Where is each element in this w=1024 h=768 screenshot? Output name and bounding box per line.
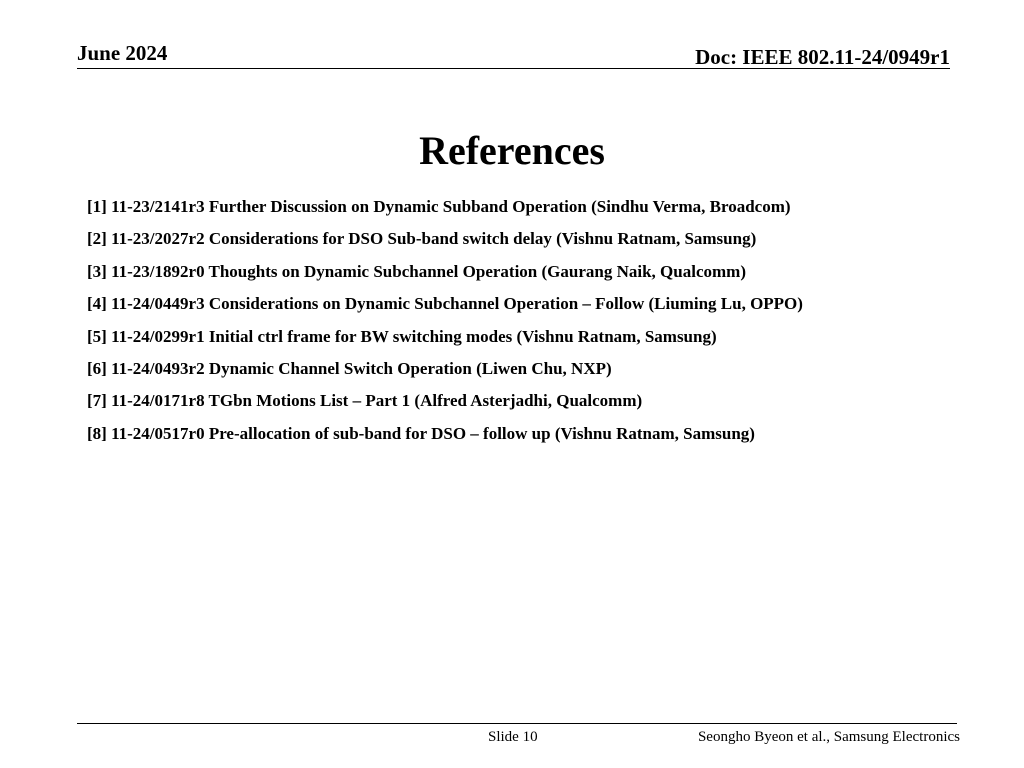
reference-item-6: [6] 11-24/0493r2 Dynamic Channel Switch Operation (Liwen Chu, NXP) — [87, 358, 612, 378]
header-doc-id: Doc: IEEE 802.11-24/0949r1 — [695, 45, 950, 69]
slide-title: References — [419, 127, 605, 173]
slide-number: Slide 10 — [488, 729, 538, 745]
footer-author: Seongho Byeon et al., Samsung Electronics — [697, 729, 960, 745]
reference-item-8: [8] 11-24/0517r0 Pre-allocation of sub-band for DSO – follow up (Vishnu Ratnam, Samsung) — [87, 423, 755, 443]
header-date: June 2024 — [77, 41, 168, 65]
reference-item-7: [7] 11-24/0171r8 TGbn Motions List – Part 1 (Alfred Asterjadhi, Qualcomm) — [87, 391, 643, 411]
reference-item-2: [2] 11-23/2027r2 Considerations for DSO Sub-band switch delay (Vishnu Ratnam, Samsung) — [87, 229, 757, 249]
footer-divider — [77, 723, 957, 724]
reference-item-5: [5] 11-24/0299r1 Initial ctrl frame for BW switching modes (Vishnu Ratnam, Samsung) — [87, 326, 717, 346]
reference-item-3: [3] 11-23/1892r0 Thoughts on Dynamic Subchannel Operation (Gaurang Naik, Qualcomm) — [87, 261, 746, 281]
header-divider — [77, 68, 950, 69]
reference-list — [87, 196, 987, 455]
reference-item-4: [4] 11-24/0449r3 Considerations on Dynamic Subchannel Operation – Follow (Liuming Lu, OPPO) — [87, 294, 803, 314]
reference-item-1: [1] 11-23/2141r3 Further Discussion on Dynamic Subband Operation (Sindhu Verma, Broadcom) — [87, 197, 791, 216]
